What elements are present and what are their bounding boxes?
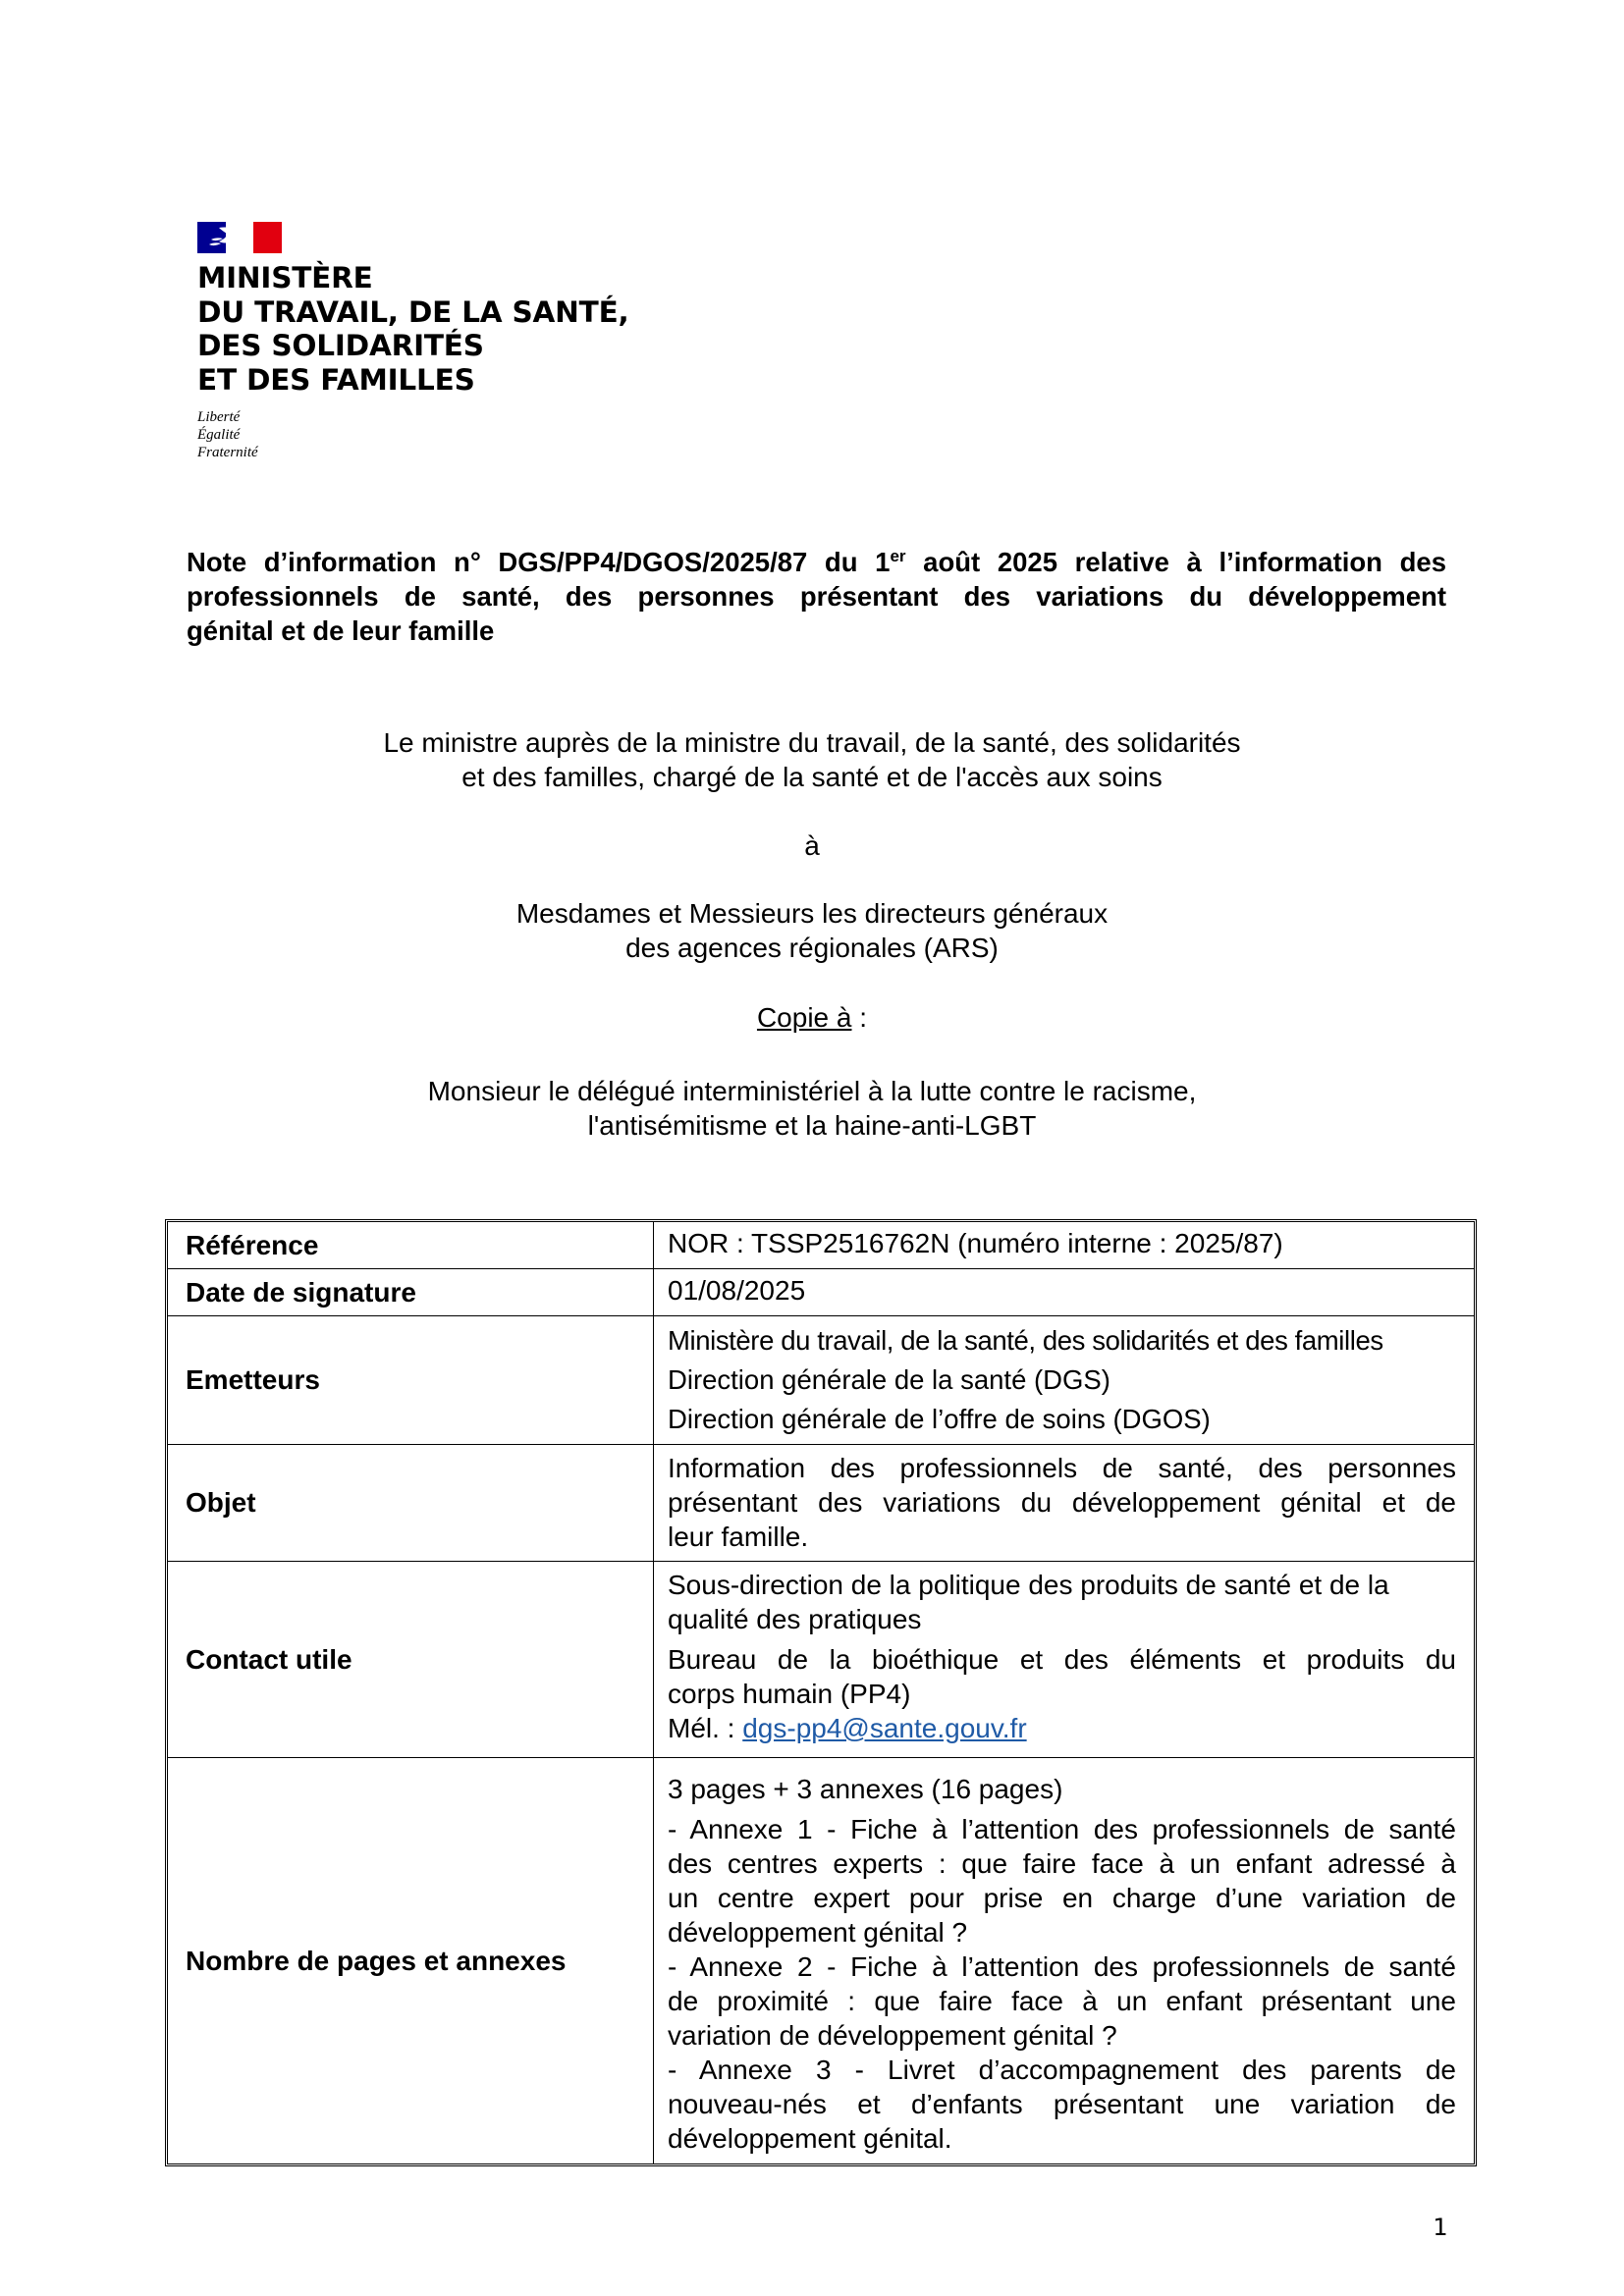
annex-line: développement génital ? — [668, 1917, 968, 1948]
row-value — [654, 1445, 1474, 1561]
to-word: à — [804, 830, 820, 861]
title-line-3: génital et de leur famille — [187, 615, 495, 646]
annex-line: variation de développement génital ? — [668, 2020, 1117, 2051]
table-row-pages — [168, 1758, 1474, 2163]
sender-line: et des familles, chargé de la santé et de l'accès aux soins — [461, 762, 1163, 792]
ministry-logo — [197, 222, 649, 461]
row-value — [654, 1222, 1474, 1268]
row-label: Objet — [168, 1445, 654, 1561]
table-row-contact — [168, 1562, 1474, 1758]
annex-line: un centre expert pour prise en charge d’une variation de — [668, 1883, 1456, 1913]
copy-colon: : — [851, 1002, 868, 1033]
note-title — [187, 545, 1446, 648]
copy-recipient-line: Monsieur le délégué interministériel à la lutte contre le racisme, — [427, 1076, 1197, 1106]
pages-summary: 3 pages + 3 annexes (16 pages) — [668, 1774, 1063, 1804]
reference-table — [165, 1219, 1477, 2166]
motto-line: Liberté — [197, 409, 241, 425]
copy-label: Copie à — [756, 1002, 852, 1033]
email-link[interactable]: dgs-pp4@sante.gouv.fr — [742, 1713, 1027, 1743]
copy-recipient-line: l'antisémitisme et la haine-anti-LGBT — [587, 1110, 1037, 1141]
reference-value: NOR : TSSP2516762N (numéro interne : 2025/87) — [668, 1228, 1283, 1258]
row-label: Référence — [168, 1222, 654, 1268]
recipient-line: Mesdames et Messieurs les directeurs généraux — [515, 898, 1109, 929]
sender-block — [0, 725, 1624, 794]
title-line-2: professionnels de santé, des personnes présentant des variations du développement — [187, 581, 1446, 612]
table-row-date — [168, 1269, 1474, 1316]
ministry-line: DU TRAVAIL, DE LA SANTÉ, — [197, 294, 629, 329]
marianne-flag-icon — [197, 222, 282, 253]
object-line: leur famille. — [668, 1522, 809, 1552]
row-value — [654, 1758, 1474, 2163]
object-line: Information des professionnels de santé, des personnes — [668, 1453, 1456, 1483]
annex-line: des centres experts : que faire face à un enfant adressé à — [668, 1848, 1456, 1879]
recipient-block — [0, 896, 1624, 965]
contact-line: Sous-direction de la politique des produits de santé et de la — [668, 1570, 1389, 1600]
row-value — [654, 1316, 1474, 1444]
table-row-emitters — [168, 1316, 1474, 1445]
copy-recipient-block — [0, 1074, 1624, 1143]
motto-line: Égalité — [197, 427, 241, 443]
title-line-1 — [187, 545, 1446, 579]
annex-line: - Annexe 3 - Livret d’accompagnement des parents de — [668, 2055, 1456, 2085]
contact-line: qualité des pratiques — [668, 1604, 922, 1634]
annex-line: développement génital. — [668, 2123, 952, 2154]
ministry-line: DES SOLIDARITÉS — [197, 329, 484, 362]
page-number: 1 — [1433, 2214, 1448, 2241]
contact-email-line — [668, 1711, 1456, 1745]
annex-line: - Annexe 2 - Fiche à l’attention des professionnels de santé — [668, 1951, 1456, 1982]
copy-heading — [0, 1000, 1624, 1035]
emitter-line: Direction générale de l’offre de soins (DGOS) — [668, 1404, 1211, 1434]
ministry-name — [197, 261, 649, 397]
recipient-line: des agences régionales (ARS) — [625, 933, 999, 963]
annex-line: de proximité : que faire face à un enfant présentant une — [668, 1986, 1456, 2016]
date-value: 01/08/2025 — [668, 1275, 806, 1306]
ministry-line: ET DES FAMILLES — [197, 362, 475, 397]
emitter-line: Direction générale de la santé (DGS) — [668, 1364, 1110, 1395]
annex-line: - Annexe 1 - Fiche à l’attention des professionnels de santé — [668, 1814, 1456, 1844]
row-label: Contact utile — [168, 1562, 654, 1757]
republic-motto — [197, 408, 649, 461]
row-label: Emetteurs — [168, 1316, 654, 1444]
table-row-object — [168, 1445, 1474, 1562]
motto-line: Fraternité — [197, 445, 258, 460]
contact-line: corps humain (PP4) — [668, 1679, 911, 1709]
annex-line: nouveau-nés et d’enfants présentant une variation de — [668, 2089, 1456, 2119]
table-row-reference — [168, 1222, 1474, 1269]
title-text: août 2025 relative à l’information des — [905, 547, 1446, 577]
sender-line: Le ministre auprès de la ministre du travail, de la santé, des solidarités — [383, 727, 1241, 758]
row-value — [654, 1269, 1474, 1315]
title-superscript: er — [890, 547, 906, 565]
row-value — [654, 1562, 1474, 1757]
object-line: présentant des variations du développement génital et de — [668, 1487, 1456, 1518]
title-text: Note d’information n° DGS/PP4/DGOS/2025/87 du 1 — [187, 547, 891, 577]
emitter-line: Ministère du travail, de la santé, des solidarités et des familles — [668, 1325, 1383, 1356]
ministry-line: MINISTÈRE — [197, 261, 373, 294]
row-label: Date de signature — [168, 1269, 654, 1315]
row-label: Nombre de pages et annexes — [168, 1758, 654, 2163]
email-label: Mél. : — [668, 1713, 743, 1743]
contact-line: Bureau de la bioéthique et des éléments et produits du — [668, 1644, 1456, 1675]
